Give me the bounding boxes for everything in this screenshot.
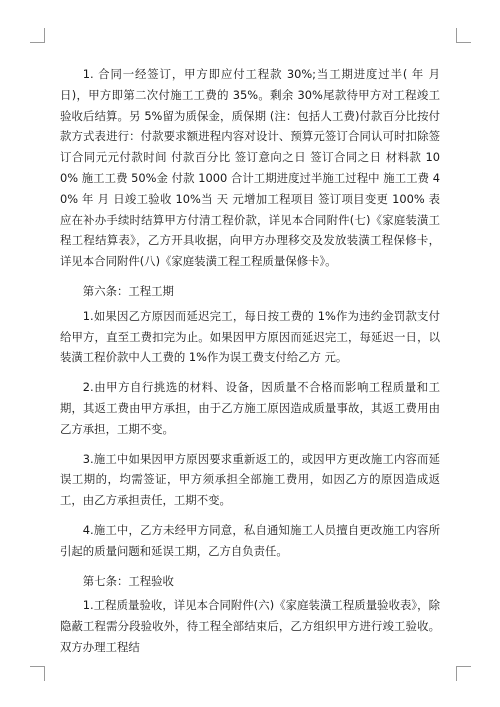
crop-mark-top-left xyxy=(30,28,45,43)
paragraph-payment-terms: 1. 合同一经签订，甲方即应付工程款 30%;当工期进度过半( 年 月 日)，甲方即第二次付施工工费的 35%。剩余 30%尾款待甲方对工程竣工验收后结算。另 5%留为质保金，质保期 (注：包括人工费)付款百分比按付款方式表进行：付款要求额进程内容对设计、预算元签订合同认可时扣除签订合同元元付款时间 付款百分比 签订意向之日 签订合同之日 材料款 100% 施工工费 50%金 付款 1000 合计工期进度过半施工过程中 施工工费 40% 年 月 日竣工验收 10%当 天 元增加工程项目 签订项目变更 100% 表应在补办手续时结算甲方付清工程价款，详见本合同附件(七)《家庭装潢工程工程结算表》，乙方开具收据，向甲方办理移交及发放装潢工程保修卡，详见本合同附件(八)《家庭装潢工程工程质量保修卡》。 xyxy=(60,67,440,269)
paragraph-unauthorized-change: 4.施工中，乙方未经甲方同意，私自通知施工人员擅自更改施工内容所引起的质量问题和延误工期，乙方自负责任。 xyxy=(60,522,440,558)
heading-article-6: 第六条：工程工期 xyxy=(82,283,174,298)
document-body xyxy=(60,64,440,658)
crop-mark-bottom-left xyxy=(30,666,45,681)
paragraph-material-quality: 2.由甲方自行挑选的材料、设备，因质量不合格而影响工程质量和工期，其返工费由甲方承担，由于乙方施工原因造成质量事故，其返工费用由乙方承担，工期不变。 xyxy=(60,380,440,436)
crop-mark-top-right xyxy=(456,28,471,43)
paragraph-delay-penalty: 1.如果因乙方原因而延迟完工，每日按工费的 1%作为违约金罚款支付给甲方，直至工费扣完为止。如果因甲方原因而延迟完工，每延迟一日，以装潢工程价款中人工费的 1%作为误工费支付给乙方 元。 xyxy=(60,308,440,365)
crop-mark-bottom-right xyxy=(456,666,471,681)
heading-article-7: 第七条：工程验收 xyxy=(82,573,174,588)
paragraph-acceptance: 1.工程质量验收，详见本合同附件(六)《家庭装潢工程质量验收表》，除隐蔽工程需分段验收外，待工程全部结束后，乙方组织甲方进行竣工验收。双方办理工程结 xyxy=(60,598,440,654)
paragraph-rework: 3.施工中如果因甲方原因要求重新返工的，或因甲方更改施工内容而延误工期的，均需签证，甲方须承担全部施工费用，如因乙方的原因造成返工，由乙方承担责任，工期不变。 xyxy=(60,451,440,508)
